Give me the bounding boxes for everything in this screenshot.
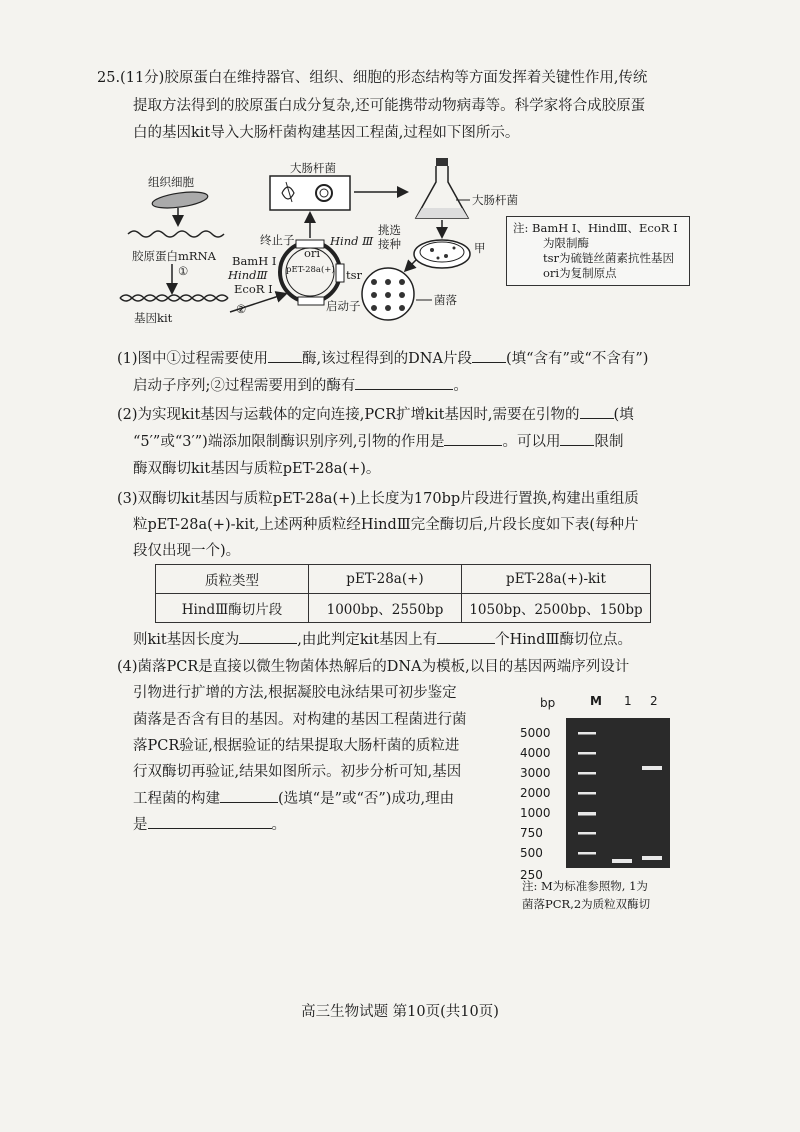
label-ori: ori (304, 246, 321, 260)
table-row (156, 565, 651, 594)
q3-text-e: ,由此判定kit基因上有 (297, 632, 438, 648)
q2-text-e: 限制 (594, 434, 624, 450)
q1-blank-enzyme[interactable] (268, 348, 302, 363)
label-bamh1: BamH Ⅰ (232, 254, 277, 268)
q4-line1: (4)菌落PCR是直接以微生物菌体热解后的DNA为模板,以目的基因两端序列设计 (117, 659, 630, 675)
q1-text-d: 启动子序列;②过程需要用到的酶有 (133, 378, 356, 394)
process-diagram (110, 152, 690, 337)
q2-text-a: (2)为实现kit基因与运载体的定向连接,PCR扩增kit基因时,需要在引物的 (117, 407, 580, 423)
label-hind3-left: HindⅢ (228, 268, 268, 282)
digest-table (155, 564, 651, 623)
q3-blank-sites[interactable] (437, 629, 495, 644)
label-gene-kit: 基因kit (134, 311, 173, 325)
gel-note-line1: 注: M为标准参照物, 1为 (522, 879, 648, 893)
marker-label: 2000 (520, 786, 551, 800)
label-ecoli-flask: 大肠杆菌 (472, 193, 518, 207)
marker-label: 3000 (520, 766, 551, 780)
q3-line4 (133, 628, 632, 652)
q1-blank-promoter[interactable] (472, 348, 506, 363)
label-colony: 菌落 (434, 293, 457, 307)
q3-blank-length[interactable] (239, 629, 297, 644)
label-ecor1: EcoR Ⅰ (234, 282, 273, 296)
q4-line3: 菌落是否含有目的基因。对构建的基因工程菌进行菌 (133, 712, 467, 728)
table-header: 质粒类型 (156, 565, 309, 594)
q2-text-c: “5′”或“3′”)端添加限制酶识别序列,引物的作用是 (133, 434, 445, 450)
label-inoculate: 接种 (378, 237, 401, 251)
label-hind3-right: Hind Ⅲ (330, 234, 374, 248)
q1-text-a: (1)图中①过程需要使用 (117, 351, 269, 367)
note-line: tsr为硫链丝菌素抗性基因 (543, 251, 675, 265)
gel-note-line2: 菌落PCR,2为质粒双酶切 (522, 897, 651, 911)
label-select: 挑选 (378, 223, 401, 237)
marker-label: 250 (520, 868, 543, 882)
q1-line2 (133, 374, 468, 398)
q4-line4: 落PCR验证,根据验证的结果提取大肠杆菌的质粒进 (133, 738, 460, 754)
q1-line1 (117, 347, 648, 371)
table-header: pET-28a(+)-kit (462, 565, 651, 594)
q3-text-f: 个HindⅢ酶切位点。 (495, 632, 633, 648)
q2-text-d: 。可以用 (502, 434, 561, 450)
table-row (156, 594, 651, 623)
q4-blank-success[interactable] (220, 788, 278, 803)
q1-text-c: (填“含有”或“不含有”) (505, 351, 649, 367)
q2-text-b: (填 (613, 407, 634, 423)
note-line: 注: BamH Ⅰ、HindⅢ、EcoR Ⅰ (513, 221, 678, 235)
q2-blank-end[interactable] (580, 404, 614, 419)
marker-label: 750 (520, 826, 543, 840)
table-cell: 1050bp、2500bp、150bp (462, 594, 651, 623)
q1-blank-enzymes[interactable] (355, 375, 453, 390)
q4-line6 (133, 787, 454, 811)
label-tissue-cell: 组织细胞 (148, 175, 194, 189)
gel-lane-1: 1 (624, 694, 632, 708)
table-cell: 1000bp、2550bp (309, 594, 462, 623)
q4-text-l6a: 工程菌的构建 (133, 791, 220, 807)
gel-figure (520, 690, 700, 930)
label-ecoli-top: 大肠杆菌 (290, 161, 336, 175)
q4-text-l7b: 。 (271, 817, 286, 833)
note-line: 为限制酶 (543, 236, 589, 250)
q3-text-d: 则kit基因长度为 (133, 632, 240, 648)
marker-label: 5000 (520, 726, 551, 740)
table-cell: HindⅢ酶切片段 (156, 594, 309, 623)
label-promoter: 启动子 (326, 299, 361, 313)
q4-line7 (133, 813, 286, 837)
marker-label: 1000 (520, 806, 551, 820)
marker-label: 500 (520, 846, 543, 860)
note-line: ori为复制原点 (543, 266, 617, 280)
q2-blank-enzymes[interactable] (560, 431, 594, 446)
label-step1: ① (178, 264, 189, 278)
question-intro-line3: 白的基因kit导入大肠杆菌构建基因工程菌,过程如下图所示。 (133, 125, 520, 141)
gel-unit-label: bp (540, 696, 556, 710)
label-mrna: 胶原蛋白mRNA (132, 249, 216, 263)
label-jia: 甲 (474, 241, 486, 255)
gel-lane-m: M (590, 694, 602, 708)
q4-blank-reason[interactable] (148, 814, 272, 829)
page-footer: 高三生物试题 第10页(共10页) (301, 1004, 499, 1020)
diagram-note-box (506, 216, 690, 286)
q1-text-e: 。 (453, 378, 468, 394)
q4-text-l6b: (选填“是”或“否”)成功,理由 (278, 791, 455, 807)
q2-blank-primer[interactable] (444, 431, 502, 446)
label-plasmid: pET-28a(+) (286, 265, 335, 275)
gel-image (566, 718, 670, 868)
q3-line1: (3)双酶切kit基因与质粒pET-28a(+)上长度为170bp片段进行置换,构建出重组质 (117, 491, 639, 507)
q4-text-l7a: 是 (133, 817, 148, 833)
question-intro-line1: 25.(11分)胶原蛋白在维持器官、组织、细胞的形态结构等方面发挥着关键性作用,传统 (97, 70, 648, 86)
q1-text-b: 酶,该过程得到的DNA片段 (302, 351, 472, 367)
q2-line2 (133, 430, 623, 454)
marker-label: 4000 (520, 746, 551, 760)
q3-line3: 段仅出现一个)。 (133, 543, 241, 559)
label-step2: ② (236, 302, 247, 316)
q3-line2: 粒pET-28a(+)-kit,上述两种质粒经HindⅢ完全酶切后,片段长度如下表(每种片 (133, 517, 639, 533)
question-intro-line2: 提取方法得到的胶原蛋白成分复杂,还可能携带动物病毒等。科学家将合成胶原蛋 (133, 98, 646, 114)
gel-lane-2: 2 (650, 694, 658, 708)
q4-line2: 引物进行扩增的方法,根据凝胶电泳结果可初步鉴定 (133, 685, 457, 701)
q2-line1 (117, 403, 634, 427)
q4-line5: 行双酶切再验证,结果如图所示。初步分析可知,基因 (133, 764, 462, 780)
label-terminator: 终止子 (260, 233, 295, 247)
q2-line3: 酶双酶切kit基因与质粒pET-28a(+)。 (133, 461, 381, 477)
table-header: pET-28a(+) (309, 565, 462, 594)
label-tsr: tsr (346, 268, 363, 282)
